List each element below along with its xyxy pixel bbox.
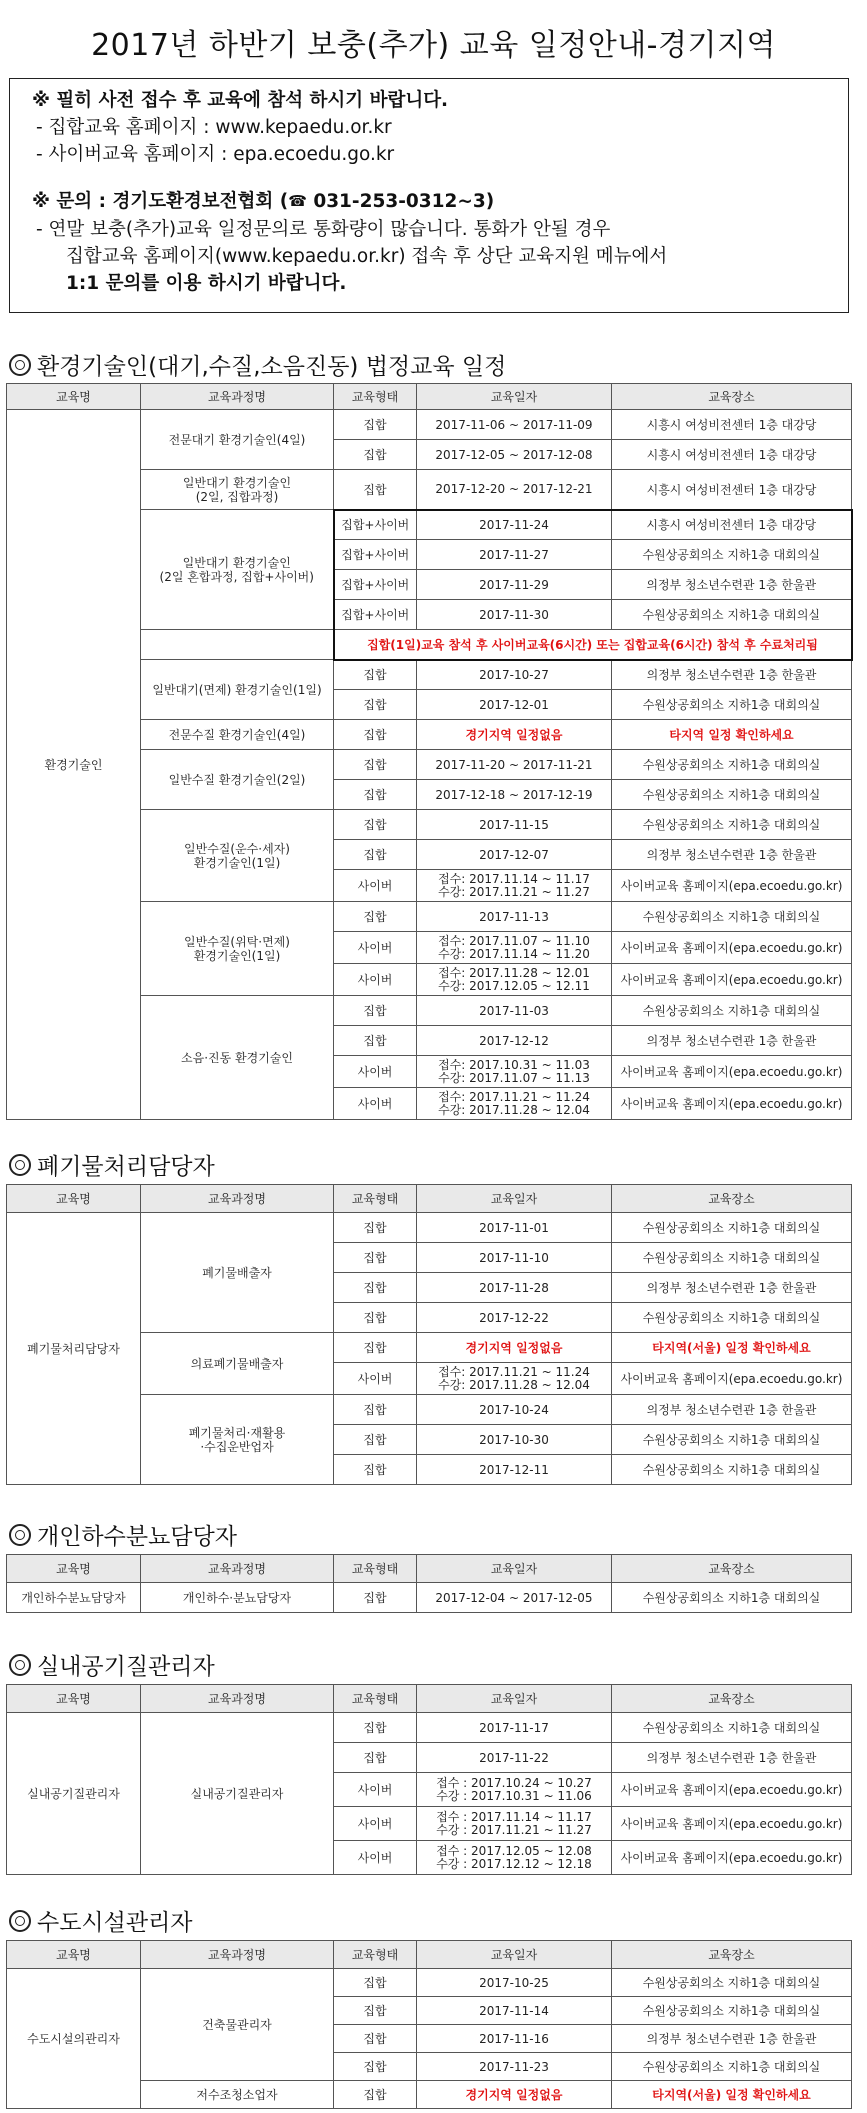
notice-line-homepage: 집합교육 홈페이지(www.kepaedu.or.kr) 접속 후 상단 교육지원 메뉴에서 — [66, 246, 668, 267]
course-cell: 일반대기(면제) 환경기술인(1일) — [141, 660, 334, 720]
check-other-region-cell: 타지역 일정 확인하세요 — [612, 720, 852, 750]
section-title-sewage: 개인하수분뇨담당자 — [9, 1518, 237, 1551]
type-cell: 집합 — [334, 2025, 417, 2053]
col-header-course: 교육과정명 — [141, 384, 334, 410]
section-title-env-engineer: 환경기술인(대기,수질,소음진동) 법정교육 일정 — [9, 348, 506, 381]
table-header-row — [7, 1941, 852, 1969]
place-cell: 수원상공회의소 지하1층 대회의실 — [612, 902, 852, 932]
type-cell: 집합 — [334, 1969, 417, 1997]
date-cell: 2017-12-18 ~ 2017-12-19 — [417, 780, 612, 810]
type-cell: 집합 — [334, 840, 417, 870]
schedule-table-water-facility — [6, 1940, 852, 2109]
date-cell: 2017-11-22 — [417, 1743, 612, 1773]
course-cell: 건축물관리자 — [141, 1969, 334, 2081]
place-cell: 수원상공회의소 지하1층 대회의실 — [612, 996, 852, 1026]
schedule-table-sewage — [6, 1554, 852, 1613]
type-cell: 집합 — [334, 902, 417, 932]
col-header-course: 교육과정명 — [141, 1941, 334, 1969]
type-cell: 집합 — [334, 1273, 417, 1303]
type-cell: 집합 — [334, 996, 417, 1026]
type-cell: 집합 — [334, 440, 417, 470]
type-cell: 집합 — [334, 2081, 417, 2109]
date-cell: 2017-12-07 — [417, 840, 612, 870]
type-cell: 집합 — [334, 780, 417, 810]
table-row — [7, 410, 852, 440]
place-cell: 의정부 청소년수련관 1층 한울관 — [612, 2025, 852, 2053]
notice-line-contact — [32, 188, 826, 216]
date-cell: 접수 : 2017.11.14 ~ 11.17 수강 : 2017.11.21 ~ 11.27 — [417, 1807, 612, 1841]
place-cell: 의정부 청소년수련관 1층 한울관 — [612, 570, 852, 600]
course-cell: 실내공기질관리자 — [141, 1713, 334, 1875]
course-cell: 개인하수·분뇨담당자 — [141, 1583, 334, 1613]
course-cell: 전문대기 환경기술인(4일) — [141, 410, 334, 470]
mixed-course-note: 집합(1일)교육 참석 후 사이버교육(6시간) 또는 집합교육(6시간) 참석 후 수료처리됨 — [334, 630, 852, 660]
place-cell: 사이버교육 홈페이지(epa.ecoedu.go.kr) — [612, 870, 852, 902]
no-schedule-cell: 경기지역 일정없음 — [417, 720, 612, 750]
date-cell: 접수 : 2017.10.24 ~ 10.27 수강 : 2017.10.31 ~ 11.06 — [417, 1773, 612, 1807]
col-header-place: 교육장소 — [612, 384, 852, 410]
date-cell: 2017-11-14 — [417, 1997, 612, 2025]
date-cell: 2017-11-28 — [417, 1273, 612, 1303]
schedule-table-indoor-air — [6, 1684, 852, 1875]
col-header-edu-name: 교육명 — [7, 384, 141, 410]
check-other-region-cell: 타지역(서울) 일정 확인하세요 — [612, 2081, 852, 2109]
notice-line-register: ※ 필히 사전 접수 후 교육에 참석 하시기 바랍니다. — [32, 90, 449, 111]
type-cell: 사이버 — [334, 964, 417, 996]
date-cell: 2017-11-13 — [417, 902, 612, 932]
type-cell: 집합 — [334, 750, 417, 780]
col-header-type: 교육형태 — [334, 1185, 417, 1213]
course-cell: 의료폐기물배출자 — [141, 1333, 334, 1395]
course-cell: 폐기물처리·재활용 ·수집운반업자 — [141, 1395, 334, 1485]
type-cell: 집합 — [334, 1395, 417, 1425]
course-cell: 폐기물배출자 — [141, 1213, 334, 1333]
col-header-edu-name: 교육명 — [7, 1685, 141, 1713]
col-header-edu-name: 교육명 — [7, 1185, 141, 1213]
edu-name-cell: 폐기물처리담당자 — [7, 1213, 141, 1485]
type-cell: 집합 — [334, 1583, 417, 1613]
place-cell: 사이버교육 홈페이지(epa.ecoedu.go.kr) — [612, 1056, 852, 1088]
date-cell: 접수: 2017.11.07 ~ 11.10 수강: 2017.11.14 ~ 11.20 — [417, 932, 612, 964]
date-cell: 2017-10-25 — [417, 1969, 612, 1997]
type-cell: 집합 — [334, 1997, 417, 2025]
date-cell: 2017-12-04 ~ 2017-12-05 — [417, 1583, 612, 1613]
date-cell: 2017-12-20 ~ 2017-12-21 — [417, 470, 612, 510]
date-cell: 접수: 2017.11.14 ~ 11.17 수강: 2017.11.21 ~ 11.27 — [417, 870, 612, 902]
notice-line-offline-site: - 집합교육 홈페이지 : www.kepaedu.or.kr — [36, 117, 392, 138]
table-row — [7, 1969, 852, 1997]
page-title: 2017년 하반기 보충(추가) 교육 일정안내-경기지역 — [91, 28, 776, 63]
table-header-row — [7, 1555, 852, 1583]
course-cell: 일반수질(운수·세자) 환경기술인(1일) — [141, 810, 334, 902]
notice-line-busy: - 연말 보충(추가)교육 일정문의로 통화량이 많습니다. 통화가 안될 경우 — [36, 219, 611, 240]
place-cell: 수원상공회의소 지하1층 대회의실 — [612, 1713, 852, 1743]
col-header-course: 교육과정명 — [141, 1185, 334, 1213]
place-cell: 수원상공회의소 지하1층 대회의실 — [612, 810, 852, 840]
place-cell: 사이버교육 홈페이지(epa.ecoedu.go.kr) — [612, 1841, 852, 1875]
date-cell: 2017-10-30 — [417, 1425, 612, 1455]
telephone-icon: ☎ — [288, 192, 307, 210]
course-cell: 일반대기 환경기술인 (2일 혼합과정, 집합+사이버) — [141, 510, 334, 630]
type-cell: 집합 — [334, 2053, 417, 2081]
schedule-table-env-engineer — [6, 383, 853, 1120]
date-cell: 2017-11-23 — [417, 2053, 612, 2081]
double-circle-icon — [9, 354, 31, 376]
date-cell: 2017-12-12 — [417, 1026, 612, 1056]
type-cell: 집합 — [334, 1713, 417, 1743]
type-cell: 집합 — [334, 690, 417, 720]
col-header-course: 교육과정명 — [141, 1685, 334, 1713]
type-cell: 사이버 — [334, 870, 417, 902]
col-header-date: 교육일자 — [417, 384, 612, 410]
edu-name-cell: 실내공기질관리자 — [7, 1713, 141, 1875]
place-cell: 수원상공회의소 지하1층 대회의실 — [612, 1243, 852, 1273]
edu-name-cell: 개인하수분뇨담당자 — [7, 1583, 141, 1613]
type-cell: 집합 — [334, 1425, 417, 1455]
course-cell: 일반수질 환경기술인(2일) — [141, 750, 334, 810]
date-cell: 2017-11-29 — [417, 570, 612, 600]
notice-line-inquiry: 1:1 문의를 이용 하시기 바랍니다. — [66, 273, 347, 294]
type-cell: 집합 — [334, 1303, 417, 1333]
col-header-place: 교육장소 — [612, 1185, 852, 1213]
no-schedule-cell: 경기지역 일정없음 — [417, 1333, 612, 1363]
col-header-edu-name: 교육명 — [7, 1555, 141, 1583]
col-header-edu-name: 교육명 — [7, 1941, 141, 1969]
table-header-row — [7, 1685, 852, 1713]
place-cell: 수원상공회의소 지하1층 대회의실 — [612, 1213, 852, 1243]
type-cell: 집합 — [334, 1026, 417, 1056]
place-cell: 시흥시 여성비전센터 1층 대강당 — [612, 510, 852, 540]
section-title-water-facility: 수도시설관리자 — [9, 1904, 193, 1937]
place-cell: 수원상공회의소 지하1층 대회의실 — [612, 690, 852, 720]
type-cell: 집합 — [334, 1333, 417, 1363]
col-header-type: 교육형태 — [334, 1941, 417, 1969]
course-cell: 저수조청소업자 — [141, 2081, 334, 2109]
col-header-type: 교육형태 — [334, 1555, 417, 1583]
table-row — [7, 1713, 852, 1743]
place-cell: 수원상공회의소 지하1층 대회의실 — [612, 750, 852, 780]
date-cell: 2017-12-01 — [417, 690, 612, 720]
double-circle-icon — [9, 1910, 31, 1932]
place-cell: 수원상공회의소 지하1층 대회의실 — [612, 1303, 852, 1333]
date-cell: 2017-12-05 ~ 2017-12-08 — [417, 440, 612, 470]
date-cell: 2017-11-01 — [417, 1213, 612, 1243]
type-cell: 집합 — [334, 1743, 417, 1773]
date-cell: 2017-10-27 — [417, 660, 612, 690]
course-cell-blank — [141, 630, 334, 660]
edu-name-cell: 수도시설의관리자 — [7, 1969, 141, 2109]
section-title-indoor-air: 실내공기질관리자 — [9, 1648, 215, 1681]
place-cell: 사이버교육 홈페이지(epa.ecoedu.go.kr) — [612, 964, 852, 996]
edu-name-cell: 환경기술인 — [7, 410, 141, 1120]
date-cell: 2017-11-15 — [417, 810, 612, 840]
type-cell: 사이버 — [334, 1363, 417, 1395]
date-cell: 2017-11-06 ~ 2017-11-09 — [417, 410, 612, 440]
place-cell: 사이버교육 홈페이지(epa.ecoedu.go.kr) — [612, 1807, 852, 1841]
place-cell: 수원상공회의소 지하1층 대회의실 — [612, 1997, 852, 2025]
date-cell: 2017-11-16 — [417, 2025, 612, 2053]
no-schedule-cell: 경기지역 일정없음 — [417, 2081, 612, 2109]
double-circle-icon — [9, 1654, 31, 1676]
course-cell: 일반수질(위탁·면제) 환경기술인(1일) — [141, 902, 334, 996]
place-cell: 시흥시 여성비전센터 1층 대강당 — [612, 410, 852, 440]
type-cell: 사이버 — [334, 1841, 417, 1875]
date-cell: 2017-12-22 — [417, 1303, 612, 1333]
type-cell: 사이버 — [334, 1773, 417, 1807]
place-cell: 의정부 청소년수련관 1층 한울관 — [612, 1273, 852, 1303]
date-cell: 2017-10-24 — [417, 1395, 612, 1425]
place-cell: 수원상공회의소 지하1층 대회의실 — [612, 780, 852, 810]
date-cell: 2017-12-11 — [417, 1455, 612, 1485]
schedule-table-waste — [6, 1184, 852, 1485]
place-cell: 시흥시 여성비전센터 1층 대강당 — [612, 440, 852, 470]
table-header-row — [7, 1185, 852, 1213]
date-cell: 2017-11-24 — [417, 510, 612, 540]
date-cell: 2017-11-27 — [417, 540, 612, 570]
type-cell: 집합 — [334, 810, 417, 840]
place-cell: 사이버교육 홈페이지(epa.ecoedu.go.kr) — [612, 1088, 852, 1120]
date-cell: 2017-11-30 — [417, 600, 612, 630]
date-cell: 접수 : 2017.12.05 ~ 12.08 수강 : 2017.12.12 ~ 12.18 — [417, 1841, 612, 1875]
col-header-date: 교육일자 — [417, 1555, 612, 1583]
place-cell: 의정부 청소년수련관 1층 한울관 — [612, 1026, 852, 1056]
contact-label: ※ 문의 : 경기도환경보전협회 ( — [32, 191, 289, 212]
double-circle-icon — [9, 1154, 31, 1176]
place-cell: 수원상공회의소 지하1층 대회의실 — [612, 540, 852, 570]
place-cell: 사이버교육 홈페이지(epa.ecoedu.go.kr) — [612, 1773, 852, 1807]
type-cell: 사이버 — [334, 932, 417, 964]
contact-number: 031-253-0312~3) — [306, 191, 495, 212]
course-cell: 소음·진동 환경기술인 — [141, 996, 334, 1120]
type-cell: 집합 — [334, 1213, 417, 1243]
double-circle-icon — [9, 1524, 31, 1546]
date-cell: 접수: 2017.11.21 ~ 11.24 수강: 2017.11.28 ~ 12.04 — [417, 1363, 612, 1395]
place-cell: 사이버교육 홈페이지(epa.ecoedu.go.kr) — [612, 932, 852, 964]
date-cell: 2017-11-20 ~ 2017-11-21 — [417, 750, 612, 780]
type-cell: 사이버 — [334, 1056, 417, 1088]
place-cell: 사이버교육 홈페이지(epa.ecoedu.go.kr) — [612, 1363, 852, 1395]
notice-box — [9, 78, 849, 313]
col-header-date: 교육일자 — [417, 1185, 612, 1213]
place-cell: 수원상공회의소 지하1층 대회의실 — [612, 1583, 852, 1613]
notice-line-cyber-site: - 사이버교육 홈페이지 : epa.ecoedu.go.kr — [36, 144, 395, 165]
place-cell: 수원상공회의소 지하1층 대회의실 — [612, 600, 852, 630]
section-title-waste: 폐기물처리담당자 — [9, 1148, 215, 1181]
date-cell: 2017-11-17 — [417, 1713, 612, 1743]
check-other-region-cell: 타지역(서울) 일정 확인하세요 — [612, 1333, 852, 1363]
col-header-date: 교육일자 — [417, 1941, 612, 1969]
type-cell: 집합 — [334, 470, 417, 510]
type-cell: 집합 — [334, 410, 417, 440]
place-cell: 수원상공회의소 지하1층 대회의실 — [612, 2053, 852, 2081]
col-header-course: 교육과정명 — [141, 1555, 334, 1583]
place-cell: 의정부 청소년수련관 1층 한울관 — [612, 1395, 852, 1425]
type-cell: 집합+사이버 — [334, 600, 417, 630]
type-cell: 집합+사이버 — [334, 570, 417, 600]
place-cell: 의정부 청소년수련관 1층 한울관 — [612, 1743, 852, 1773]
place-cell: 수원상공회의소 지하1층 대회의실 — [612, 1969, 852, 1997]
type-cell: 집합 — [334, 1455, 417, 1485]
place-cell: 시흥시 여성비전센터 1층 대강당 — [612, 470, 852, 510]
place-cell: 수원상공회의소 지하1층 대회의실 — [612, 1455, 852, 1485]
type-cell: 집합+사이버 — [334, 540, 417, 570]
course-cell: 전문수질 환경기술인(4일) — [141, 720, 334, 750]
col-header-type: 교육형태 — [334, 384, 417, 410]
table-header-row — [7, 384, 852, 410]
date-cell: 접수: 2017.10.31 ~ 11.03 수강: 2017.11.07 ~ 11.13 — [417, 1056, 612, 1088]
type-cell: 사이버 — [334, 1807, 417, 1841]
col-header-place: 교육장소 — [612, 1555, 852, 1583]
table-row — [7, 1583, 852, 1613]
date-cell: 접수: 2017.11.21 ~ 11.24 수강: 2017.11.28 ~ 12.04 — [417, 1088, 612, 1120]
table-row — [7, 1213, 852, 1243]
place-cell: 의정부 청소년수련관 1층 한울관 — [612, 660, 852, 690]
date-cell: 접수: 2017.11.28 ~ 12.01 수강: 2017.12.05 ~ 12.11 — [417, 964, 612, 996]
type-cell: 집합+사이버 — [334, 510, 417, 540]
col-header-type: 교육형태 — [334, 1685, 417, 1713]
place-cell: 의정부 청소년수련관 1층 한울관 — [612, 840, 852, 870]
type-cell: 집합 — [334, 720, 417, 750]
course-cell: 일반대기 환경기술인 (2일, 집합과정) — [141, 470, 334, 510]
type-cell: 집합 — [334, 660, 417, 690]
col-header-place: 교육장소 — [612, 1941, 852, 1969]
type-cell: 집합 — [334, 1243, 417, 1273]
type-cell: 사이버 — [334, 1088, 417, 1120]
date-cell: 2017-11-10 — [417, 1243, 612, 1273]
col-header-date: 교육일자 — [417, 1685, 612, 1713]
place-cell: 수원상공회의소 지하1층 대회의실 — [612, 1425, 852, 1455]
date-cell: 2017-11-03 — [417, 996, 612, 1026]
col-header-place: 교육장소 — [612, 1685, 852, 1713]
